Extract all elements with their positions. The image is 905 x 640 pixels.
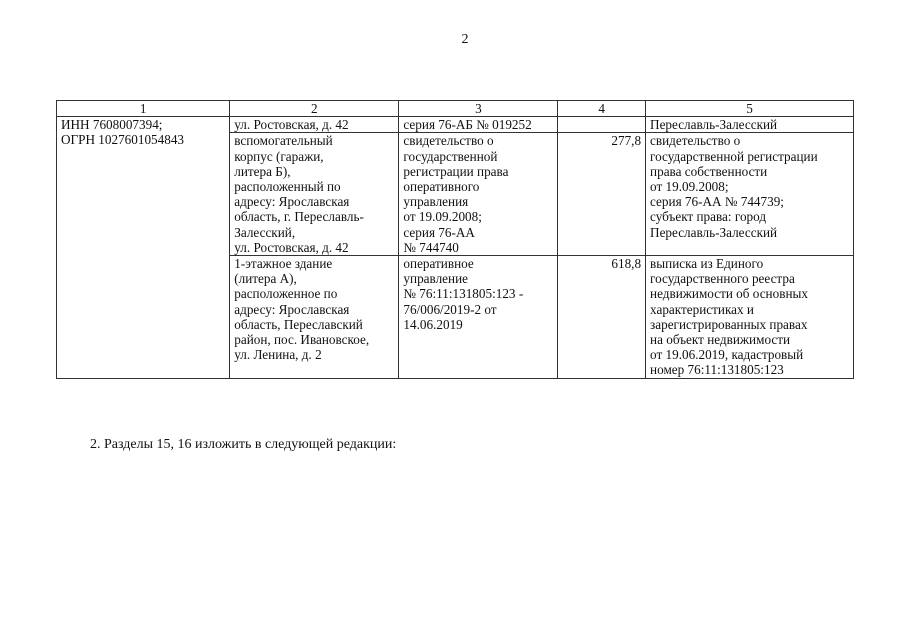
basis-cell: выписка из Единого государственного реестра недвижимости об основных характеристиках и зарегистрированных правах на объект недвижимости от 19.06.2019, кадастровый номер 76:11:131805:123 xyxy=(646,256,854,379)
right-cell: свидетельство о государственной регистрации права оперативного управления от 19.09.2008; серия 76-АА № 744740 xyxy=(399,133,558,256)
object-cell: 1-этажное здание (литера А), расположенное по адресу: Ярославская область, Переславский район, пос. Ивановское, ул. Ленина, д. 2 xyxy=(230,256,399,379)
column-header: 1 xyxy=(57,101,230,117)
column-header: 4 xyxy=(558,101,646,117)
amendment-paragraph: 2. Разделы 15, 16 изложить в следующей редакции: xyxy=(90,437,397,452)
owner-ogrn: ОГРН 1027601054843 xyxy=(61,132,185,148)
property-table xyxy=(56,100,854,379)
table-row xyxy=(57,117,854,133)
owner-inn: ИНН 7608007394; xyxy=(61,117,163,133)
column-header: 3 xyxy=(399,101,558,117)
area-cell: 618,8 xyxy=(558,256,646,379)
page-number: 2 xyxy=(461,32,469,47)
column-header: 5 xyxy=(646,101,854,117)
address-cell: ул. Ростовская, д. 42 xyxy=(230,117,399,133)
right-cell: оперативное управление № 76:11:131805:123 - 76/006/2019-2 от 14.06.2019 xyxy=(399,256,558,379)
area-cell xyxy=(558,117,646,133)
basis-cell: Переславль-Залесский xyxy=(646,117,854,133)
basis-cell: свидетельство о государственной регистрации права собственности от 19.09.2008; серия 76-АА № 744739; субъект права: город Переславль-Залесский xyxy=(646,133,854,256)
table-header-row xyxy=(57,101,854,117)
area-cell: 277,8 xyxy=(558,133,646,256)
owner-cell xyxy=(57,117,230,378)
column-header: 2 xyxy=(230,101,399,117)
object-cell: вспомогательный корпус (гаражи, литера Б), расположенный по адресу: Ярославская область, г. Переславль- Залесский, ул. Ростовская, д. 42 xyxy=(230,133,399,256)
doc-cell: серия 76-АБ № 019252 xyxy=(399,117,558,133)
